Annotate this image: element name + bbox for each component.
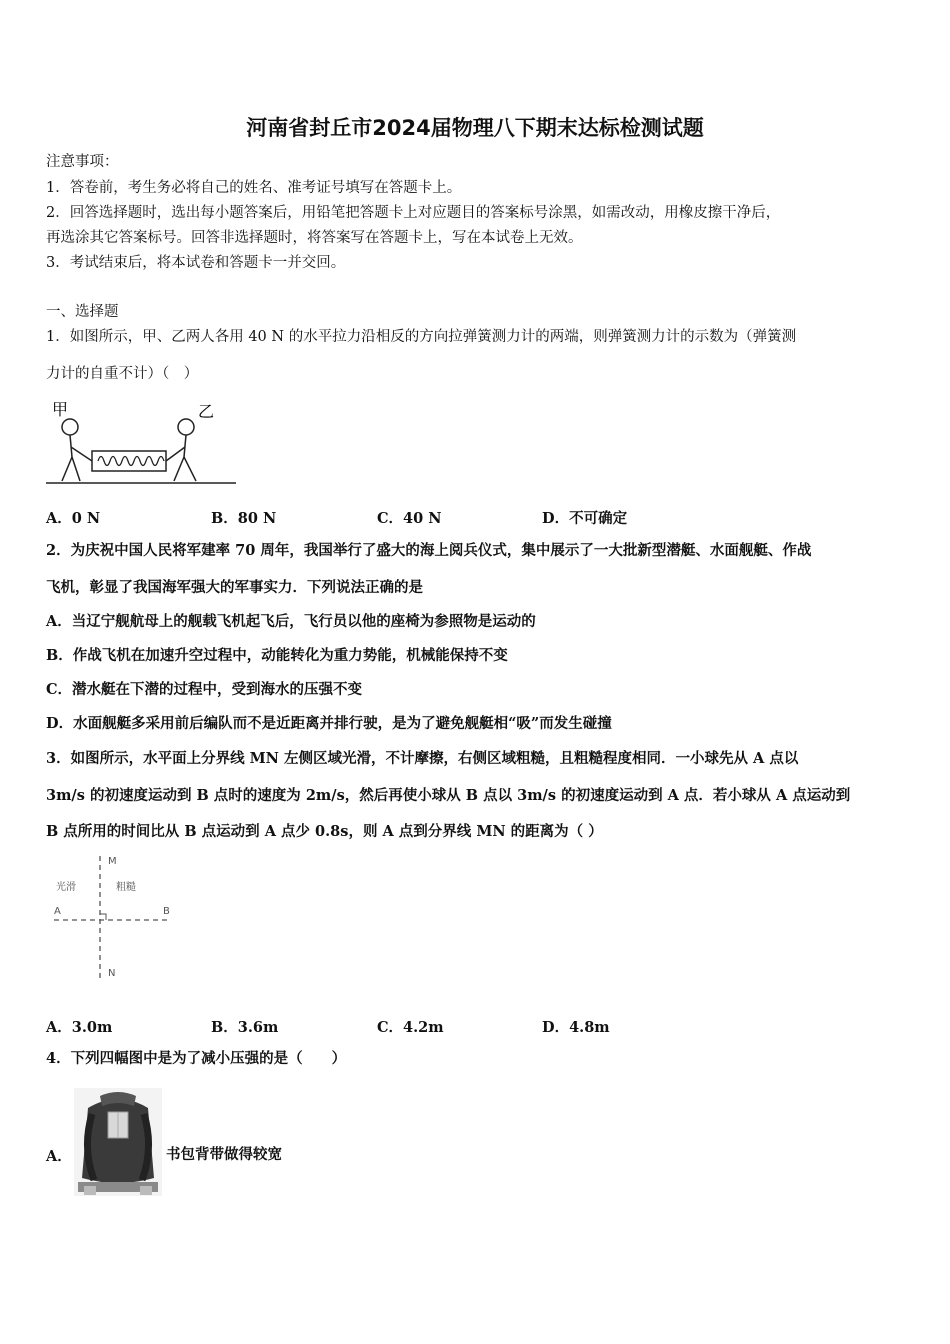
q3-stem-line1: 3．如图所示，水平面上分界线 MN 左侧区域光滑，不计摩擦，右侧区域粗糙，且粗糙程度相同．一小球先从 A 点以 <box>46 750 799 767</box>
q2-stem-line2: 飞机，彰显了我国海军强大的军事实力．下列说法正确的是 <box>46 579 423 596</box>
q3-stem-line3: B 点所用的时间比从 B 点运动到 A 点少 0.8s，则 A 点到分界线 MN 的距离为（ ） <box>46 823 603 840</box>
page-title: 河南省封丘市2024届物理八下期末达标检测试题 <box>246 116 704 140</box>
q2-option-c[interactable]: C．潜水艇在下潜的过程中，受到海水的压强不变 <box>46 681 363 698</box>
notice-item: 2．回答选择题时，选出每小题答案后，用铅笔把答题卡上对应题目的答案标号涂黑，如需改动，用橡皮擦干净后， <box>46 205 781 221</box>
person-jia-head <box>62 419 78 435</box>
spring-coil <box>98 457 164 466</box>
label-yi: 乙 <box>198 402 215 421</box>
label-rough: 粗糙 <box>116 882 136 893</box>
q1-option-d[interactable]: D．不可确定 <box>542 510 628 527</box>
q1-option-c[interactable]: C．40 N <box>377 510 442 527</box>
label-jia: 甲 <box>52 400 69 419</box>
backpack-image <box>74 1088 162 1196</box>
notice-item: 再选涂其它答案标号。回答非选择题时，将答案写在答题卡上，写在本试卷上无效。 <box>46 230 583 246</box>
q2-option-b[interactable]: B．作战飞机在加速升空过程中，动能转化为重力势能，机械能保持不变 <box>46 647 508 664</box>
spring-scale-figure <box>46 395 238 491</box>
q2-stem-line1: 2．为庆祝中国人民将军建率 70 周年，我国举行了盛大的海上阅兵仪式，集中展示了一大批新型潜艇、水面舰艇、作战 <box>46 542 812 559</box>
q3-option-c[interactable]: C．4.2m <box>377 1019 444 1036</box>
q2-option-d[interactable]: D．水面舰艇多采用前后编队而不是近距离并排行驶，是为了避免舰艇相“吸”而发生碰撞 <box>46 715 612 732</box>
q1-stem-line1: 1．如图所示，甲、乙两人各用 40 N 的水平拉力沿相反的方向拉弹簧测力计的两端，则弹簧测力计的示数为（弹簧测 <box>46 329 797 345</box>
notice-heading: 注意事项： <box>46 154 119 170</box>
label-n: N <box>108 968 116 979</box>
right-angle-mark <box>100 914 106 920</box>
label-b: B <box>163 906 170 917</box>
q3-option-b[interactable]: B．3.6m <box>211 1019 279 1036</box>
q1-option-b[interactable]: B．80 N <box>211 510 277 527</box>
label-a: A <box>54 906 61 917</box>
q4-option-a-text[interactable]: 书包背带做得较宽 <box>166 1146 282 1163</box>
q1-option-a[interactable]: A．0 N <box>46 510 101 527</box>
person-yi-head <box>178 419 194 435</box>
label-m: M <box>108 856 117 867</box>
q3-stem-line2: 3m/s 的初速度运动到 B 点时的速度为 2m/s，然后再使小球从 B 点以 3m/s 的初速度运动到 A 点．若小球从 A 点运动到 <box>46 787 851 804</box>
mn-boundary-figure <box>46 852 182 982</box>
section-heading: 一、选择题 <box>46 304 119 320</box>
q3-option-d[interactable]: D．4.8m <box>542 1019 610 1036</box>
label-smooth: 光滑 <box>56 882 76 893</box>
notice-item: 1．答卷前，考生务必将自己的姓名、准考证号填写在答题卡上。 <box>46 180 462 196</box>
spring-scale-body <box>92 451 166 471</box>
q1-stem-line2: 力计的自重不计）（ ） <box>46 366 199 382</box>
q4-stem: 4．下列四幅图中是为了减小压强的是（ ） <box>46 1050 347 1067</box>
q2-option-a[interactable]: A．当辽宁舰航母上的舰载飞机起飞后，飞行员以他的座椅为参照物是运动的 <box>46 613 536 630</box>
notice-item: 3．考试结束后，将本试卷和答题卡一并交回。 <box>46 255 346 271</box>
q3-option-a[interactable]: A．3.0m <box>46 1019 113 1036</box>
q4-option-a-label[interactable]: A． <box>46 1148 72 1165</box>
